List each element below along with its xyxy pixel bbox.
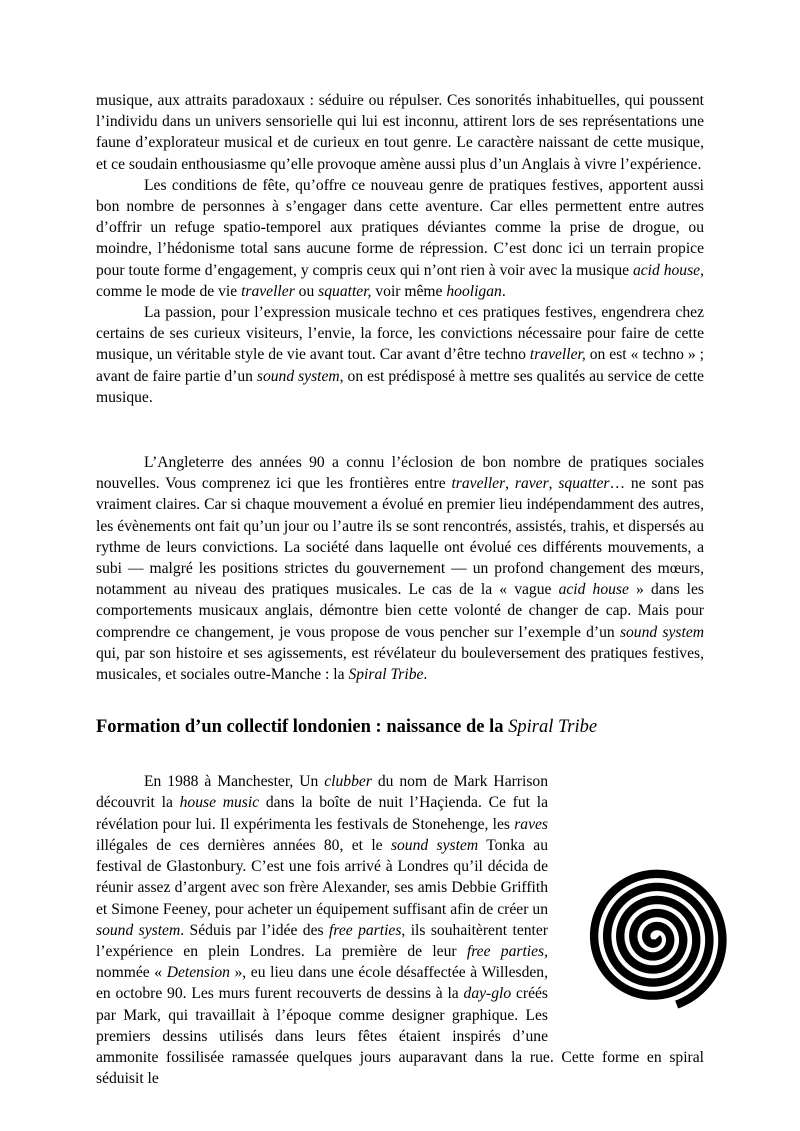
paragraph-2: Les conditions de fête, qu’offre ce nouveau genre de pratiques festives, apportent aussi bon nombre de personnes à s’engager dans cette aventure. Car elles permettent entre autres d’offrir un refuge spatio-temporel aux pratiques déviantes comme la prise de drogue, ou moindre, l’hédonisme total sans aucune forme de répression. C’est donc ici un terrain propice pour toute forme d’engagement, y compris ceux qui n’ont rien à voir avec la musique acid house, comme le mode de vie traveller ou squatter, voir même hooligan. [96, 176, 704, 300]
paragraph-3: La passion, pour l’expression musicale techno et ces pratiques festives, engendrera chez certains de ses curieux visiteurs, l’envie, la force, les convictions nécessaire pour faire de cette musique, un véritable style de vie avant tout. Car avant d’être techno traveller, on est « techno » ; avant de faire partie d’un sound system, on est prédisposé à mettre ses qualités au service de cette musique. [96, 304, 704, 406]
paragraph-1: musique, aux attraits paradoxaux : séduire ou répulser. Ces sonorités inhabituelles, qui poussent l’individu dans un univers sensorielle qui lui est inconnu, attirent lors de ses représentations une faune d’explorateur musical et de curieux en tout genre. Le caractère naissant de cette musique, et ce soudain enthousiasme qu’elle provoque amène aussi plus d’un Anglais à vivre l’expérience. [96, 92, 704, 173]
section-heading: Formation d’un collectif londonien : naissance de la Spiral Tribe [96, 717, 598, 738]
spiral-icon [580, 863, 730, 1013]
paragraph-4: L’Angleterre des années 90 a connu l’éclosion de bon nombre de pratiques sociales nouvelles. Vous comprenez ici que les frontières entre traveller, raver, squatter… ne sont pas vraiment claires. Car si chaque mouvement a évolué en premier lieu indépendamment des autres, les évènements ont fait qu’un jour ou l’autre ils se sont rencontrés, assistés, trahis, et dispersés au rythme de leurs convictions. La société dans laquelle ont évolué ces différents mouvements, a subi — malgré les positions strictes du gouvernement — un profond changement des mœurs, notamment au niveau des pratiques musicales. Le cas de la « vague acid house » dans les comportements musicaux anglais, démontre bien cette volonté de changer de cap. Mais pour comprendre ce changement, je vous propose de vous pencher sur l’exemple d’un sound system qui, par son histoire et ses agissements, est révélateur du bouleversement des pratiques festives, musicales, et sociales outre-Manche : la Spiral Tribe. [96, 454, 704, 684]
paragraph-5: En 1988 à Manchester, Un clubber du nom de Mark Harrison découvrit la house music dans la boîte de nuit l’Haçienda. Ce fut la révélation pour lui. Il expérimenta les festivals de Stonehenge, les raves illégales de ces dernières années 80, et le sound system Tonka au festival de Glastonbury. C’est une fois arrivé à Londres qu’il décida de réunir assez d’argent avec son frère Alexander, ses amis Debbie Griffith et Simone Feeney, pour acheter un équipement suffisant afin de créer un sound system. Séduis par l’idée des free parties, ils souhaitèrent tenter l’expérience en plein Londres. La première de leur free parties, nommée « Detension », eu lieu dans une école désaffectée à Willesden, en octobre 90. Les murs furent recouverts de dessins à la day-glo créés par Mark, qui travaillait à l’époque comme designer graphique. Les premiers dessins utilisés dans leurs fêtes étaient inspirés d’une ammonite fossilisée ramassée quelques jours auparavant dans la rue. Cette forme en spiral séduisit le [96, 773, 704, 1088]
